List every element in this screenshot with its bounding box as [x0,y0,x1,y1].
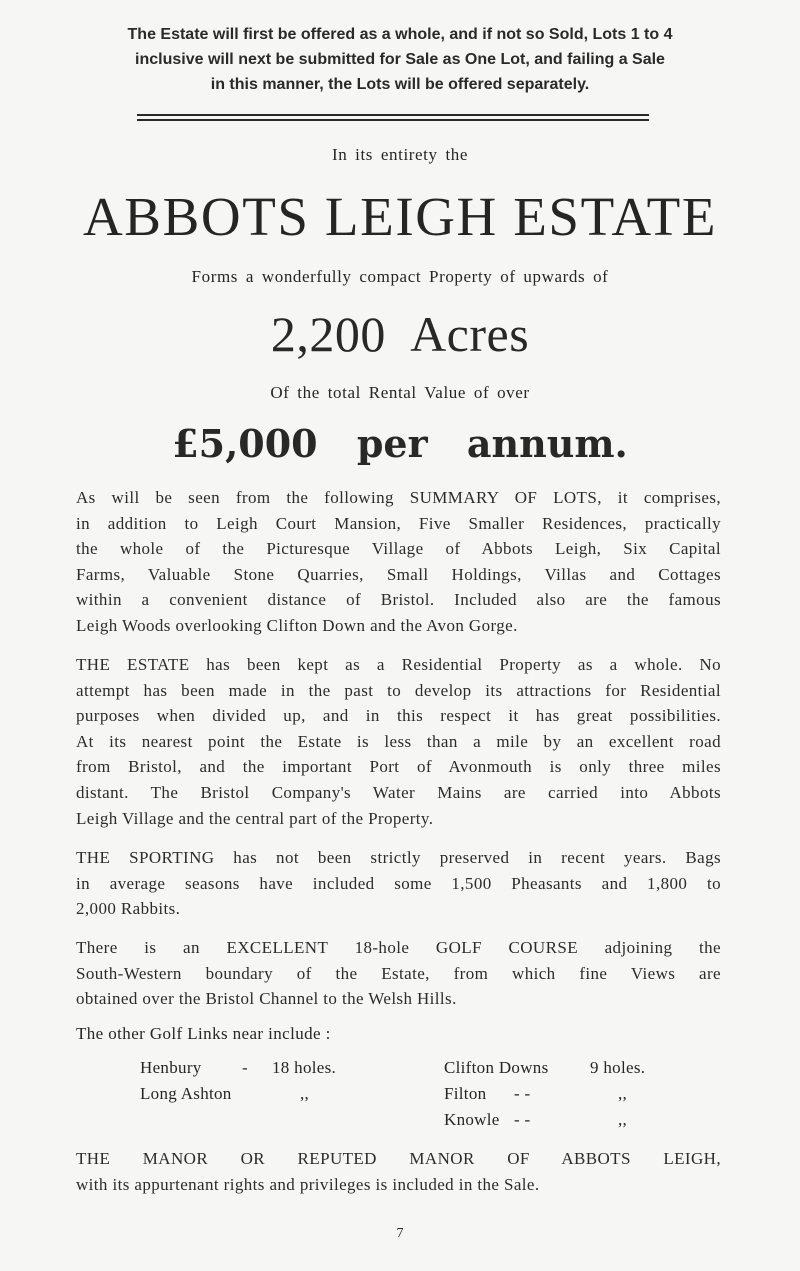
paragraph-line: in addition to Leigh Court Mansion, Five Smaller Residences, practically [76,513,721,533]
golf-link-holes: ,, [618,1110,628,1129]
paragraph-line: Leigh Village and the central part of the Property. [76,808,434,828]
sporting-paragraph [76,845,721,922]
paragraph-line: South-Western boundary of the Estate, from which fine Views are [76,963,721,983]
paragraph-line: 2,000 Rabbits. [76,899,181,919]
page-number: 7 [396,1226,404,1241]
paragraph-line: in average seasons have included some 1,500 Pheasants and 1,800 to [76,873,721,893]
golf-link-row [140,1055,400,1081]
paragraph-line: THE MANOR OR REPUTED MANOR OF ABBOTS LEIGH, [76,1149,721,1168]
sale-notice [60,22,740,97]
rental-line: Of the total Rental Value of over [270,383,530,402]
golf-link-row [444,1081,704,1107]
estate-title: ABBOTS LEIGH ESTATE [82,186,718,247]
golf-link-row [444,1107,704,1133]
golf-links-left [140,1055,400,1107]
paragraph-line: distant. The Bristol Company's Water Mains are carried into Abbots [76,782,721,802]
forms-line: Forms a wonderfully compact Property of upwards of [191,267,609,286]
paragraph-line: Farms, Valuable Stone Quarries, Small Holdings, Villas and Cottages [76,564,721,584]
double-rule-bottom [137,119,649,121]
golf-link-holes: ,, [618,1084,628,1103]
paragraph-line: At its nearest point the Estate is less than a mile by an excellent road [76,731,721,751]
golf-link-holes: 9 holes. [590,1058,646,1077]
paragraph-line: THE SPORTING has not been strictly preserved in recent years. Bags [76,848,721,867]
estate-paragraph [76,652,721,831]
golf-link-name: Henbury [140,1058,202,1077]
paragraph-line: within a convenient distance of Bristol. Included also are the famous [76,590,721,610]
golf-link-holes: ,, [300,1084,310,1103]
golf-link-dash: - [242,1058,248,1077]
golf-link-row [444,1055,704,1081]
golf-link-holes: 18 holes. [272,1058,337,1077]
paragraph-line: from Bristol, and the important Port of Avonmouth is only three miles [76,757,721,777]
paragraph-line: There is an EXCELLENT 18-hole GOLF COURSE adjoining the [76,938,721,957]
golf-links-intro: The other Golf Links near include : [76,1024,331,1043]
golf-link-row [140,1081,400,1107]
paragraph-line: THE ESTATE has been kept as a Residential Property as a whole. No [76,655,721,674]
golf-links-right [444,1055,704,1133]
double-rule-top [137,114,649,116]
golf-course-paragraph [76,935,721,1012]
acres-heading: 2,200 Acres [270,306,530,362]
golf-link-dash: - - [514,1110,531,1129]
paragraph-line: the whole of the Picturesque Village of Abbots Leigh, Six Capital [76,539,721,559]
notice-line: in this manner, the Lots will be offered separately. [210,76,590,93]
intro-line: In its entirety the [331,145,469,164]
notice-line: inclusive will next be submitted for Sale as One Lot, and failing a Sale [135,51,665,68]
notice-line: The Estate will first be offered as a whole, and if not so Sold, Lots 1 to 4 [127,26,673,43]
rental-value: £5,000 per annum. [172,421,628,466]
paragraph-line: attempt has been made in the past to develop its attractions for Residential [76,680,721,700]
paragraph-line: obtained over the Bristol Channel to the Welsh Hills. [76,989,457,1009]
golf-link-name: Knowle [444,1110,500,1129]
manor-paragraph [76,1146,721,1197]
paragraph-line: purposes when divided up, and in this respect it has great possibilities. [76,706,721,726]
golf-link-dash: - - [514,1084,531,1103]
golf-link-name: Clifton Downs [444,1058,549,1077]
paragraph-line: with its appurtenant rights and privileges is included in the Sale. [76,1174,540,1194]
summary-paragraph [76,485,721,639]
golf-link-name: Long Ashton [140,1084,232,1103]
paragraph-line: As will be seen from the following SUMMARY OF LOTS, it comprises, [76,488,721,507]
golf-link-name: Filton [444,1084,487,1103]
paragraph-line: Leigh Woods overlooking Clifton Down and the Avon Gorge. [76,615,518,635]
